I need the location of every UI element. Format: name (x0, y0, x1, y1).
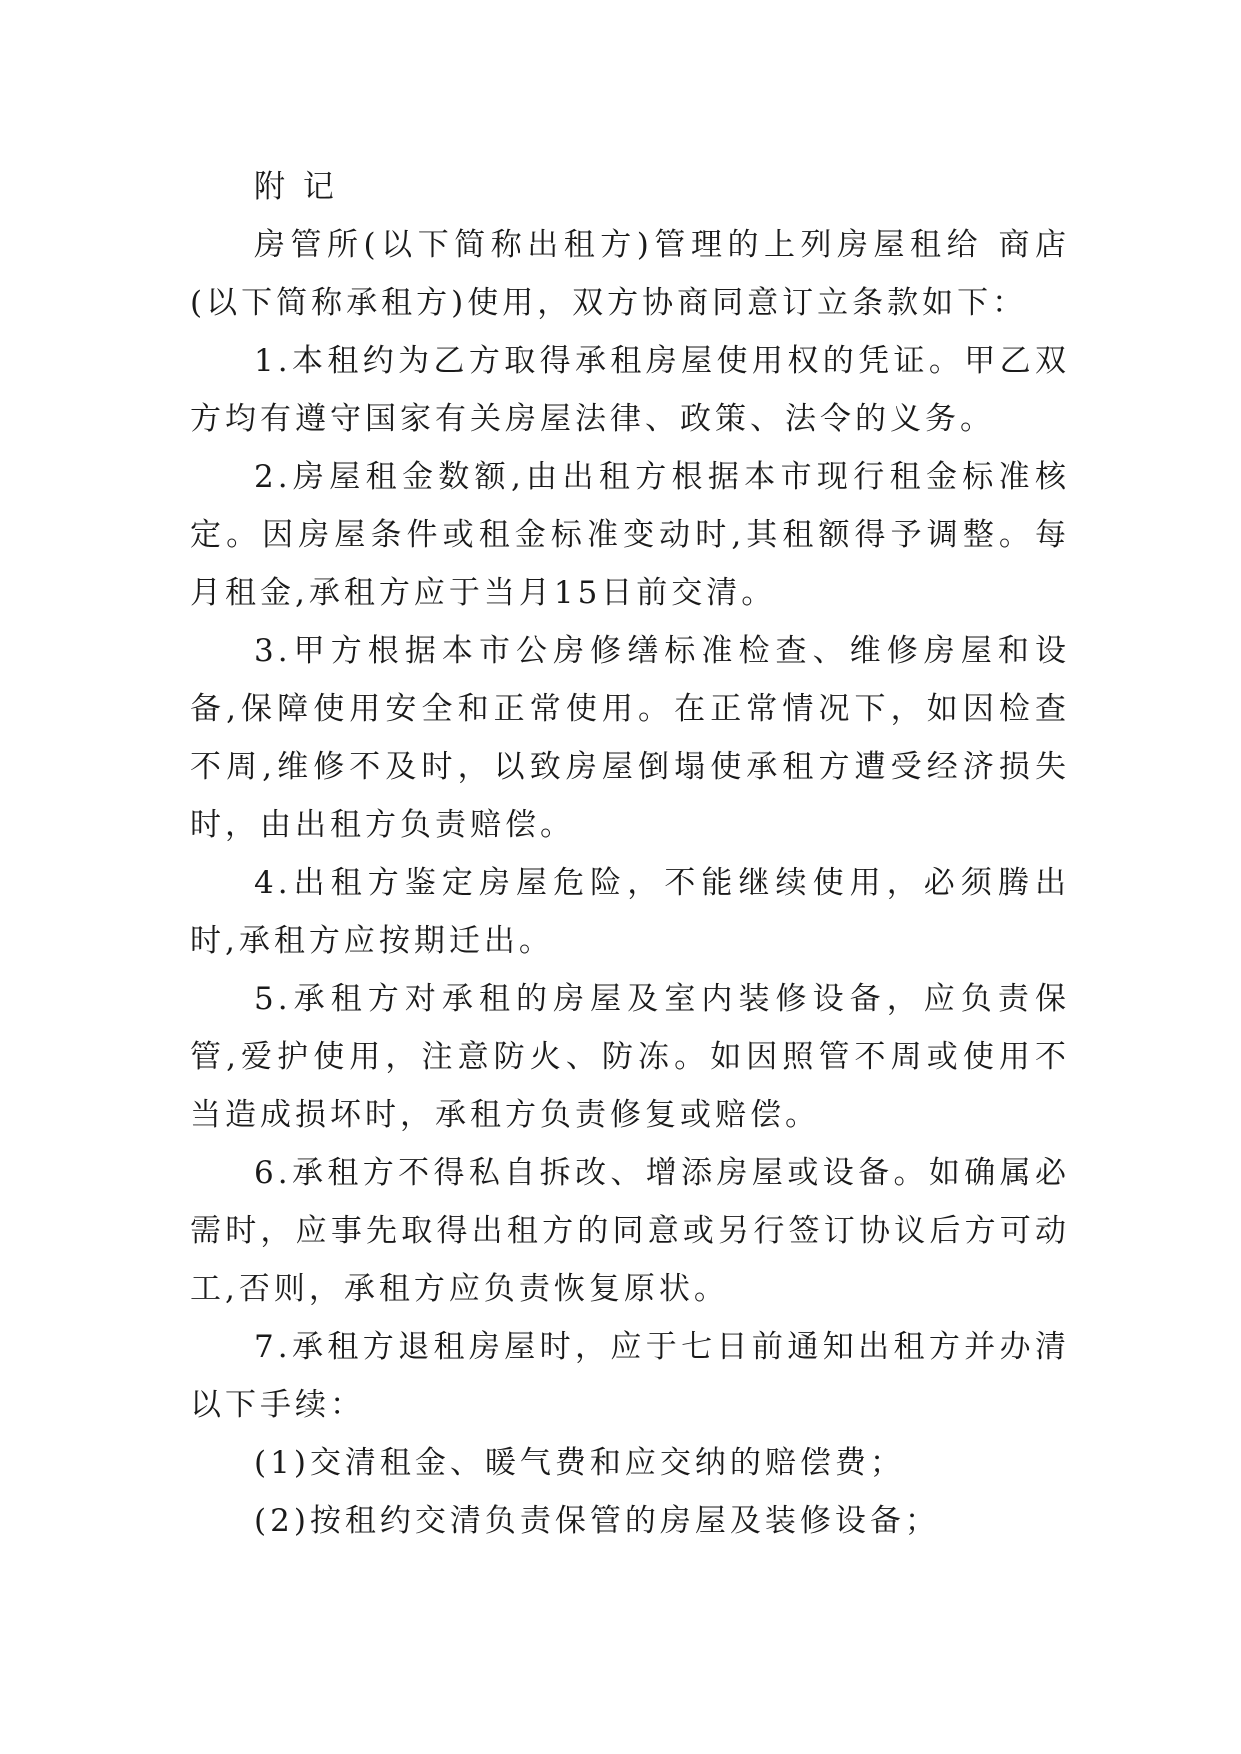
document-heading: 附 记 (254, 169, 338, 205)
clause-7: 7.承租方退租房屋时，应于七日前通知出租方并办清以下手续： (190, 1329, 1070, 1423)
sub-item-2: (2)按租约交清负责保管的房屋及装修设备； (254, 1503, 940, 1539)
clause-3: 3.甲方根据本市公房修缮标准检查、维修房屋和设备,保障使用安全和正常使用。在正常情况下，如因检查不周,维修不及时，以致房屋倒塌使承租方遭受经济损失时，由出租方负责赔偿。 (190, 633, 1070, 843)
document-page (190, 158, 1070, 1550)
clause-6: 6.承租方不得私自拆改、增添房屋或设备。如确属必需时，应事先取得出租方的同意或另行签订协议后方可动工,否则，承租方应负责恢复原状。 (190, 1155, 1070, 1307)
sub-item-1: (1)交清租金、暖气费和应交纳的赔偿费； (254, 1445, 905, 1481)
clause-4: 4.出租方鉴定房屋危险，不能继续使用，必须腾出时,承租方应按期迁出。 (190, 865, 1070, 959)
clause-2: 2.房屋租金数额,由出租方根据本市现行租金标准核定。因房屋条件或租金标准变动时,其租额得予调整。每月租金,承租方应于当月15日前交清。 (190, 459, 1070, 611)
clause-5: 5.承租方对承租的房屋及室内装修设备，应负责保管,爱护使用，注意防火、防冻。如因照管不周或使用不当造成损坏时，承租方负责修复或赔偿。 (190, 981, 1070, 1133)
clause-1: 1.本租约为乙方取得承租房屋使用权的凭证。甲乙双方均有遵守国家有关房屋法律、政策、法令的义务。 (190, 343, 1070, 437)
intro-paragraph: 房管所(以下简称出租方)管理的上列房屋租给 商店(以下简称承租方)使用，双方协商同意订立条款如下： (190, 227, 1070, 321)
